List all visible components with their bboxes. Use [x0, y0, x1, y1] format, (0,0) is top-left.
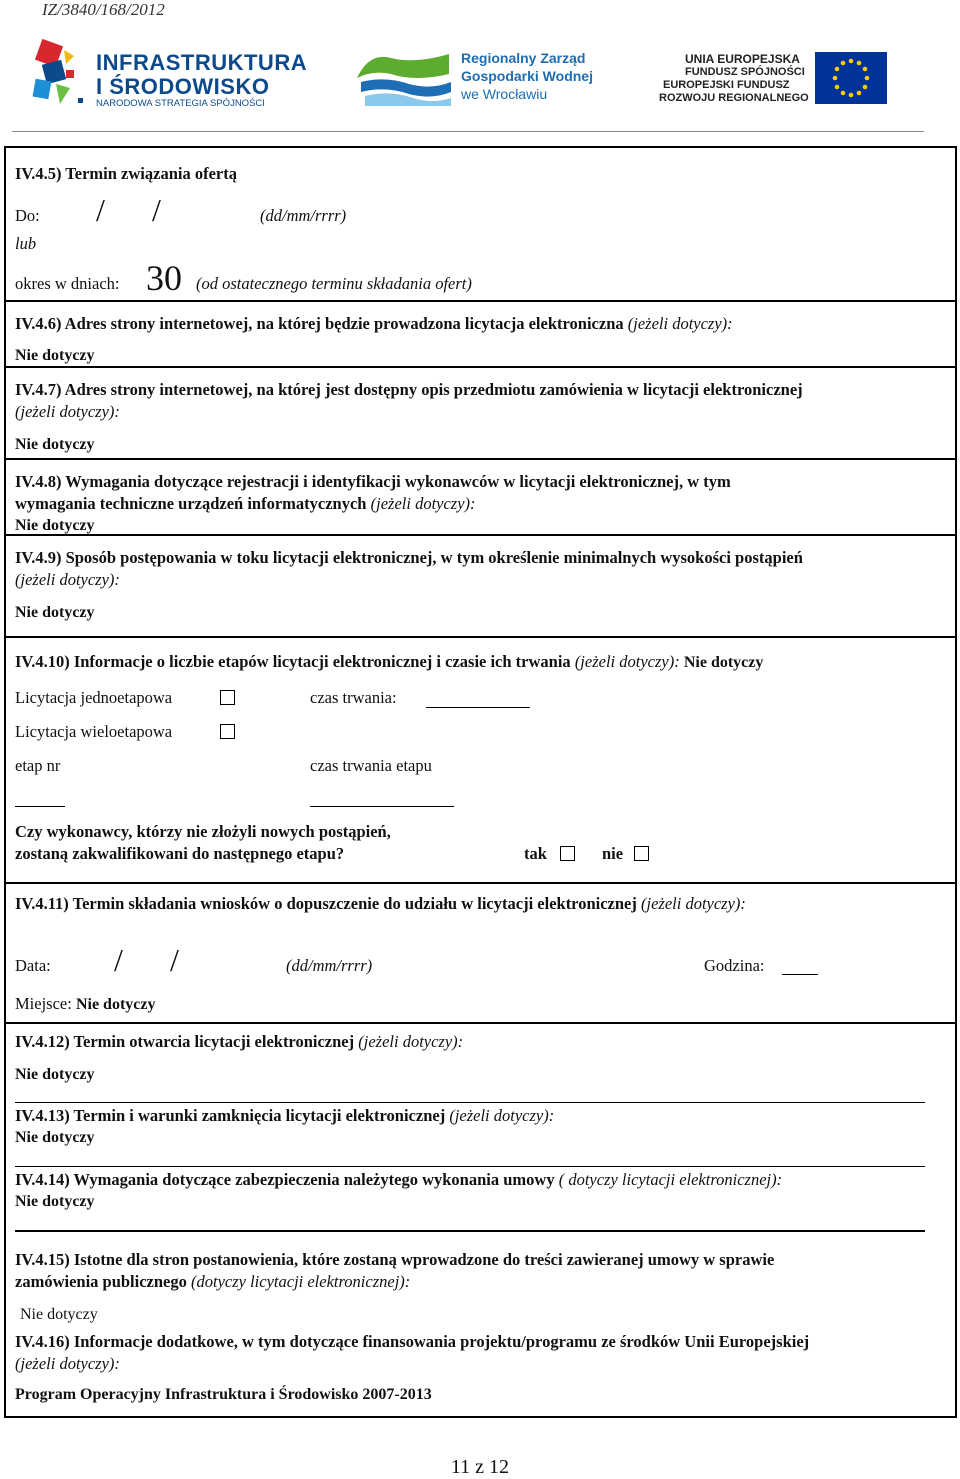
section-title-line2: wymagania techniczne urządzeń informatycznych: [15, 494, 367, 513]
section-title: IV.4.11) Termin składania wniosków o dopuszczenie do udziału w licytacji elektronicznej: [15, 894, 637, 913]
section-divider: [6, 366, 955, 368]
miejsce-value: Nie dotyczy: [75, 996, 156, 1013]
czas-trwania-label: czas trwania:: [310, 688, 397, 707]
wieloetapowa-checkbox[interactable]: [220, 724, 235, 739]
okres-note: (od ostatecznego terminu składania ofert): [196, 274, 472, 293]
section-divider: [6, 534, 955, 536]
section-value: Program Operacyjny Infrastruktura i Środowisko 2007-2013: [15, 1386, 432, 1403]
date-slash-2: /: [152, 192, 161, 228]
nie-label: nie: [602, 844, 624, 863]
section-value: Nie dotyczy: [15, 347, 95, 364]
czas-trwania-etapu-label: czas trwania etapu: [310, 756, 432, 775]
section-title: IV.4.10) Informacje o liczbie etapów licytacji elektronicznej i czasie ich trwania: [15, 652, 571, 671]
okres-label: okres w dniach:: [15, 274, 120, 293]
jednoetapowa-label: Licytacja jednoetapowa: [15, 688, 173, 707]
section-value: Nie dotyczy: [15, 436, 95, 453]
section-title: IV.4.16) Informacje dodatkowe, w tym dotyczące finansowania projektu/programu ze środków Unii Europejskiej: [15, 1332, 810, 1351]
infra-logo-line1: INFRASTRUKTURA: [96, 50, 308, 75]
ue-logo-line3: EUROPEJSKI FUNDUSZ: [663, 79, 790, 91]
ue-logo-line2: FUNDUSZ SPÓJNOŚCI: [685, 66, 805, 78]
miejsce-label: Miejsce:: [15, 994, 72, 1013]
section-title-line2: zamówienia publicznego: [15, 1272, 187, 1291]
rzgw-logo-line1: Regionalny Zarząd: [461, 50, 586, 66]
section-title: IV.4.7) Adres strony internetowej, na której jest dostępny opis przedmiotu zamówienia w licytacji elektronicznej: [15, 380, 803, 399]
section-divider: [6, 458, 955, 460]
section-divider: [6, 1022, 955, 1024]
section-value: Nie dotyczy: [15, 604, 95, 621]
wieloetapowa-label: Licytacja wieloetapowa: [15, 722, 173, 741]
rzgw-logo-line2: Gospodarki Wodnej: [461, 68, 593, 84]
section-title: IV.4.9) Sposób postępowania w toku licytacji elektronicznej, w tym określenie minimalnych wysokości postąpień: [15, 548, 803, 567]
section-title: IV.4.14) Wymagania dotyczące zabezpieczenia należytego wykonania umowy: [15, 1170, 555, 1189]
section-condition: (jeżeli dotyczy):: [641, 894, 746, 913]
section-divider: [6, 636, 955, 638]
rzgw-logo-line3: we Wrocławiu: [461, 86, 548, 102]
czas-trwania-etapu-blank[interactable]: [310, 806, 454, 807]
tak-checkbox[interactable]: [560, 846, 575, 861]
section-condition: (jeżeli dotyczy):: [15, 1354, 120, 1373]
date-slash-1: /: [114, 942, 123, 978]
unia-europejska-logo: [655, 50, 895, 106]
etap-nr-label: etap nr: [15, 756, 61, 775]
document-reference-number: IZ/3840/168/2012: [42, 0, 165, 19]
section-divider: [6, 882, 955, 884]
infra-logo-line3: NARODOWA STRATEGIA SPÓJNOŚCI: [96, 98, 265, 109]
rzgw-emblem-icon: [355, 48, 455, 108]
section-title: IV.4.5) Termin związania ofertą: [15, 164, 237, 183]
section-value: Nie dotyczy: [15, 517, 95, 534]
question-line1: Czy wykonawcy, którzy nie złożyli nowych postąpień,: [15, 822, 391, 841]
infra-logo-line2: I ŚRODOWISKO: [96, 74, 270, 99]
section-condition: (jeżeli dotyczy):: [15, 570, 120, 589]
section-condition: (jeżeli dotyczy):: [627, 314, 733, 333]
nie-checkbox[interactable]: [634, 846, 649, 861]
section-condition: (jeżeli dotyczy):: [574, 652, 680, 671]
ue-logo-line1: UNIA EUROPEJSKA: [685, 52, 800, 66]
date-format-hint: (dd/mm/rrrr): [286, 956, 373, 975]
date-slash-2: /: [170, 942, 179, 978]
section-separator-line: [15, 1230, 925, 1232]
ue-logo-line4: ROZWOJU REGIONALNEGO: [659, 92, 809, 104]
section-title-line1: IV.4.15) Istotne dla stron postanowienia, które zostaną wprowadzone do treści zawieranej umowy w sprawie: [15, 1250, 775, 1269]
section-value: Nie dotyczy: [15, 1129, 95, 1146]
section-condition: (jeżeli dotyczy):: [15, 402, 120, 421]
header-divider: [12, 131, 924, 132]
date-format-hint: (dd/mm/rrrr): [260, 206, 347, 225]
section-title: IV.4.6) Adres strony internetowej, na której będzie prowadzona licytacja elektroniczna: [15, 314, 624, 333]
section-condition: (jeżeli dotyczy):: [358, 1032, 464, 1051]
infrastruktura-srodowisko-logo: [30, 36, 308, 116]
page-number: 11 z 12: [450, 1456, 510, 1478]
eu-flag-icon: [815, 52, 887, 104]
section-value: Nie dotyczy: [15, 1193, 95, 1210]
tak-label: tak: [524, 844, 547, 863]
godzina-blank[interactable]: [782, 974, 818, 975]
section-condition: (dotyczy licytacji elektronicznej):: [191, 1272, 411, 1291]
section-divider: [6, 300, 955, 302]
section-title: IV.4.13) Termin i warunki zamknięcia licytacji elektronicznej: [15, 1106, 446, 1125]
section-title-line1: IV.4.8) Wymagania dotyczące rejestracji i identyfikacji wykonawców w licytacji elektronicznej, w tym: [15, 472, 731, 491]
section-value: Nie dotyczy: [20, 1306, 98, 1323]
data-label: Data:: [15, 956, 51, 975]
do-label: Do:: [15, 206, 40, 225]
lub-label: lub: [15, 234, 37, 253]
section-separator-line: [15, 1166, 925, 1167]
question-line2: zostaną zakwalifikowani do następnego etapu?: [15, 844, 345, 863]
godzina-label: Godzina:: [704, 956, 765, 975]
okres-value: 30: [146, 258, 182, 298]
section-condition: (jeżeli dotyczy):: [449, 1106, 555, 1125]
section-condition: (jeżeli dotyczy):: [370, 494, 476, 513]
form-frame: [4, 146, 957, 1418]
section-value: Nie dotyczy: [683, 654, 764, 671]
section-value: Nie dotyczy: [15, 1066, 95, 1083]
section-separator-line: [15, 1102, 925, 1103]
jednoetapowa-checkbox[interactable]: [220, 690, 235, 705]
section-title: IV.4.12) Termin otwarcia licytacji elektronicznej: [15, 1032, 355, 1051]
date-slash-1: /: [96, 192, 105, 228]
rzgw-logo: [355, 48, 600, 108]
czas-trwania-blank[interactable]: [426, 707, 530, 708]
section-condition: ( dotyczy licytacji elektronicznej):: [558, 1170, 783, 1189]
etap-nr-blank[interactable]: [15, 806, 65, 807]
